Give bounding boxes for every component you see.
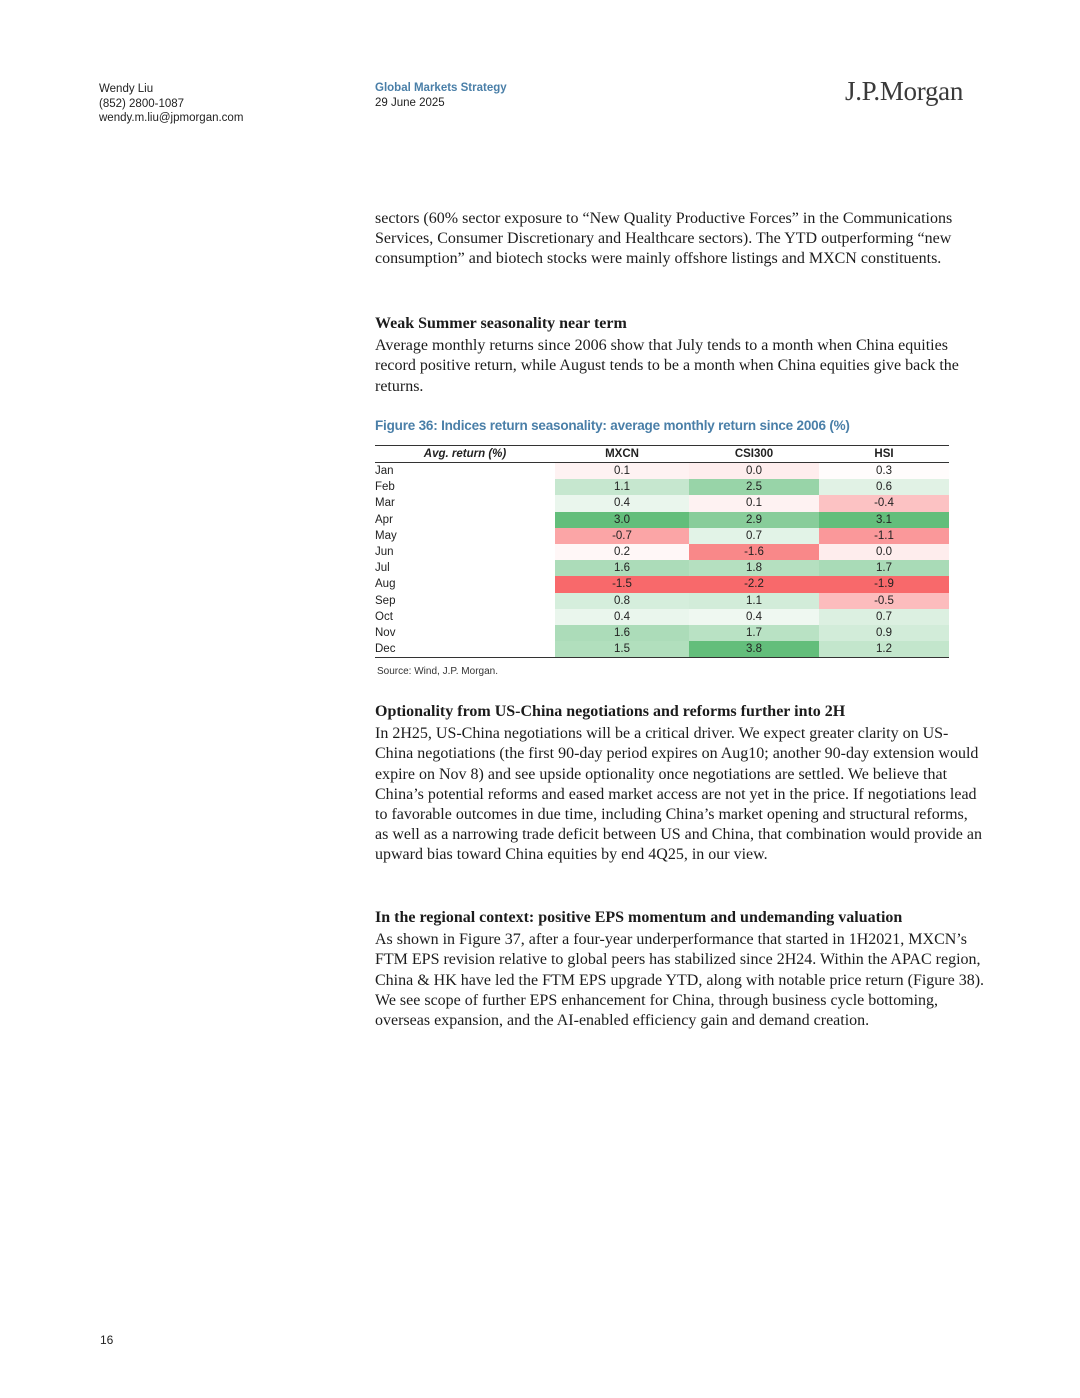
heatmap-cell: -1.9 (819, 576, 949, 592)
author-phone: (852) 2800-1087 (99, 97, 185, 110)
table-header-row (375, 446, 949, 463)
heatmap-cell: 1.6 (555, 625, 689, 641)
month-label: Apr (375, 513, 393, 526)
heatmap-cell: 0.1 (689, 495, 819, 511)
heatmap-cell: 0.8 (555, 593, 689, 609)
author-name: Wendy Liu (99, 83, 154, 95)
month-label: Jul (375, 562, 390, 575)
heatmap-cell: 1.8 (689, 560, 819, 576)
section-body: In 2H25, US-China negotiations will be a critical driver. We expect greater clarity on US-China negotiations (the first 90-day period expires on Aug10; another 90-day extension would expire on Nov 8) and see upside optionality once negotiations are settled. We believe that China’s potential reforms and eased market access are not yet in the price. If negotiations lead to favorable outcomes in due time, including China’s market opening and structural reforms, as well as a narrowing trade deficit between US and China, that combination would provide an upward bias toward China equities by end 4Q25, in our view. (375, 725, 982, 864)
heatmap-cell: -0.4 (819, 495, 949, 511)
heatmap-cell: 0.9 (819, 625, 949, 641)
heatmap-cell: 1.1 (689, 593, 819, 609)
month-label: May (375, 529, 397, 542)
heatmap-cell: 3.1 (819, 512, 949, 528)
table-row (375, 625, 949, 641)
heatmap-cell: -1.1 (819, 528, 949, 544)
table-row (375, 641, 949, 658)
month-label: Nov (375, 626, 396, 639)
row-header: Avg. return (%) (375, 446, 555, 463)
heatmap-cell: 1.2 (819, 641, 949, 658)
column-header: HSI (819, 446, 949, 463)
heatmap-cell: 1.1 (555, 479, 689, 495)
heatmap-cell: 1.7 (689, 625, 819, 641)
month-label: Mar (375, 497, 395, 510)
table-row (375, 463, 949, 480)
heatmap-cell: 1.7 (819, 560, 949, 576)
table-row (375, 512, 949, 528)
column-header: MXCN (555, 446, 689, 463)
month-label: Aug (375, 578, 396, 591)
section-regional-context (375, 908, 985, 1031)
heatmap-cell: -0.7 (555, 528, 689, 544)
section-body: Average monthly returns since 2006 show that July tends to a month when China equities record positive return, while August tends to be a month when China equities give back the returns. (375, 337, 959, 395)
author-block (99, 82, 243, 126)
month-label: Sep (375, 594, 396, 607)
heatmap-cell: 0.4 (689, 609, 819, 625)
section-heading: Optionality from US-China negotiations and reforms further into 2H (375, 703, 846, 720)
heatmap-cell: -1.5 (555, 576, 689, 592)
series-title: Global Markets Strategy (375, 82, 507, 94)
heatmap-cell: 3.0 (555, 512, 689, 528)
table-row (375, 560, 949, 576)
heatmap-cell: 0.4 (555, 609, 689, 625)
section-negotiations (375, 702, 985, 866)
heatmap-cell: 0.6 (819, 479, 949, 495)
heatmap-cell: -1.6 (689, 544, 819, 560)
section-heading: In the regional context: positive EPS momentum and undemanding valuation (375, 909, 903, 926)
table-row (375, 593, 949, 609)
figure-title: Figure 36: Indices return seasonality: average monthly return since 2006 (%) (375, 418, 850, 433)
heatmap-cell: -0.5 (819, 593, 949, 609)
heatmap-cell: 3.8 (689, 641, 819, 658)
section-heading: Weak Summer seasonality near term (375, 315, 627, 332)
month-label: Dec (375, 643, 396, 656)
table-body (375, 463, 949, 658)
heatmap-cell: 0.3 (819, 463, 949, 480)
month-label: Jun (375, 546, 394, 559)
heatmap-cell: 0.2 (555, 544, 689, 560)
table-row (375, 528, 949, 544)
heatmap-cell: 0.0 (819, 544, 949, 560)
heatmap-cell: 0.1 (555, 463, 689, 480)
heatmap-cell: 0.7 (689, 528, 819, 544)
heatmap-cell: 2.9 (689, 512, 819, 528)
heatmap-cell: 1.6 (555, 560, 689, 576)
page-number: 16 (100, 1333, 114, 1347)
month-label: Jan (375, 465, 394, 478)
month-label: Oct (375, 610, 393, 623)
section-body: As shown in Figure 37, after a four-year underperformance that started in 1H2021, MXCN’s FTM EPS revision relative to global peers has stabilized since 2H24. Within the APAC region, China & HK have led the FTM EPS upgrade YTD, along with notable price return (Figure 38). We see scope of further EPS enhancement for China, through business cycle bottoming, overseas expansion, and the AI-enabled efficiency gain and demand creation. (375, 931, 985, 1030)
jpmorgan-logo: J.P.Morgan (845, 76, 964, 106)
figure-source: Source: Wind, J.P. Morgan. (377, 666, 498, 677)
heatmap-cell: 1.5 (555, 641, 689, 658)
heatmap-cell: 0.4 (555, 495, 689, 511)
intro-section (375, 209, 985, 270)
series-block (375, 81, 507, 110)
month-label: Feb (375, 481, 395, 494)
heatmap-cell: -2.2 (689, 576, 819, 592)
intro-paragraph: sectors (60% sector exposure to “New Quality Productive Forces” in the Communications Services, Consumer Discretionary and Healthcare sectors). The YTD outperforming “new consumption” and biotech stocks were mainly offshore listings and MXCN constituents. (375, 210, 953, 268)
seasonality-table (375, 445, 949, 658)
author-email: wendy.m.liu@jpmorgan.com (99, 112, 244, 124)
table-row (375, 576, 949, 592)
heatmap-cell: 0.0 (689, 463, 819, 480)
column-header: CSI300 (689, 446, 819, 463)
table-row (375, 479, 949, 495)
report-date: 29 June 2025 (375, 96, 445, 109)
section-seasonality (375, 314, 985, 397)
heatmap-cell: 0.7 (819, 609, 949, 625)
heatmap-cell: 2.5 (689, 479, 819, 495)
table-row (375, 495, 949, 511)
table-row (375, 609, 949, 625)
table-row (375, 544, 949, 560)
